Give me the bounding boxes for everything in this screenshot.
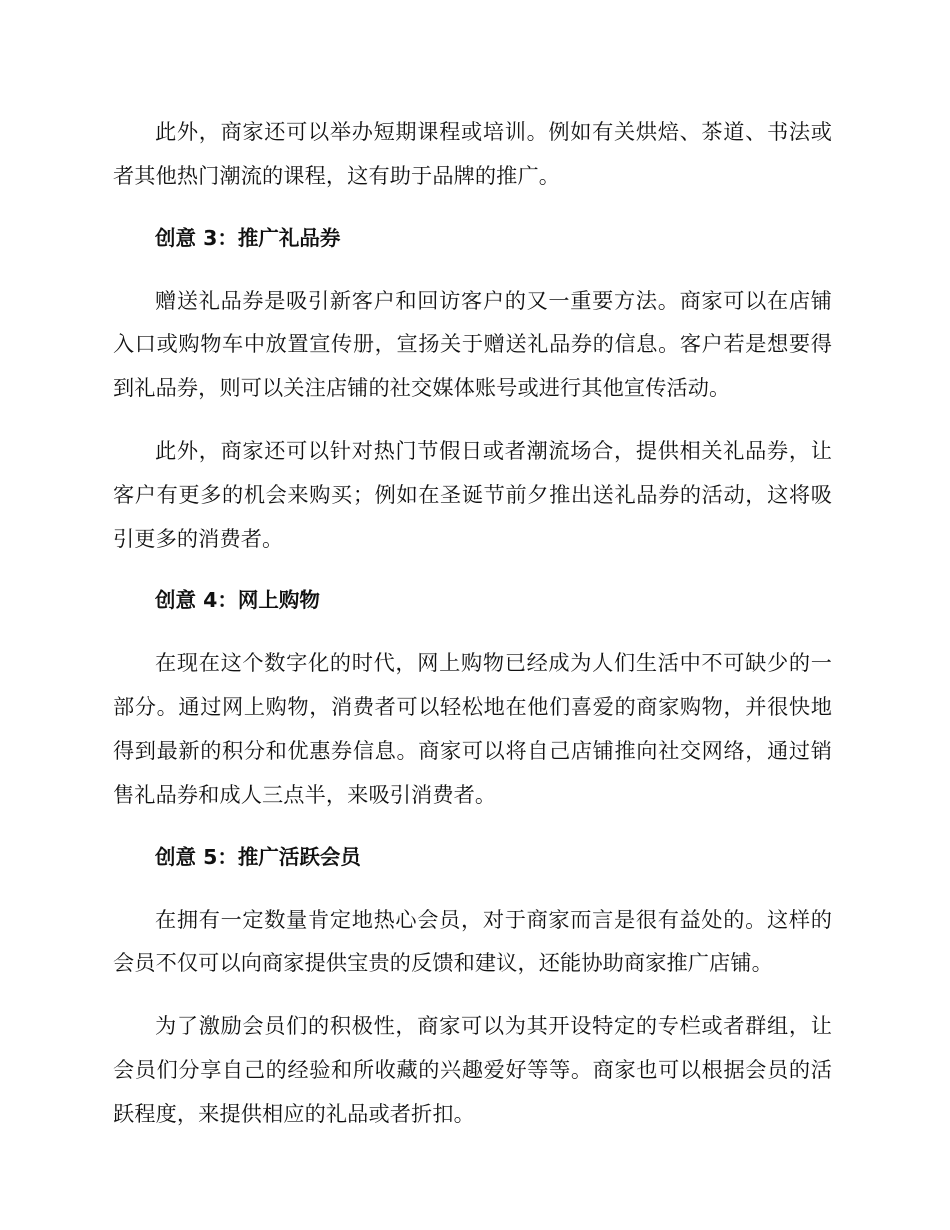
paragraph-member-incentives: 为了激励会员们的积极性，商家可以为其开设特定的专栏或者群组，让会员们分享自己的经验和所收藏的兴趣爱好等等。商家也可以根据会员的活跃程度，来提供相应的礼品或者折扣。 [113,1013,832,1126]
paragraph-active-members: 在拥有一定数量肯定地热心会员，对于商家而言是很有益处的。这样的会员不仅可以向商家提供宝贵的反馈和建议，还能协助商家推广店铺。 [113,906,832,976]
paragraph-holiday-voucher: 此外，商家还可以针对热门节假日或者潮流场合，提供相关礼品券，让客户有更多的机会来购买；例如在圣诞节前夕推出送礼品券的活动，这将吸引更多的消费者。 [113,437,832,551]
paragraph-gift-voucher: 赠送礼品券是吸引新客户和回访客户的又一重要方法。商家可以在店铺入口或购物车中放置宣传册，宣扬关于赠送礼品券的信息。客户若是想要得到礼品券，则可以关注店铺的社交媒体账号或进行其他宣传活动。 [113,287,832,401]
paragraph-courses: 此外，商家还可以举办短期课程或培训。例如有关烘焙、茶道、书法或者其他热门潮流的课程，这有助于品牌的推广。 [113,119,832,188]
heading-idea-5: 创意 5：推广活跃会员 [155,844,361,869]
heading-idea-3: 创意 3：推广礼品券 [155,225,341,250]
paragraph-online-shopping: 在现在这个数字化的时代，网上购物已经成为人们生活中不可缺少的一部分。通过网上购物，消费者可以轻松地在他们喜爱的商家购物，并很快地得到最新的积分和优惠券信息。商家可以将自己店铺推向社交网络，通过销售礼品券和成人三点半，来吸引消费者。 [113,650,832,807]
heading-idea-4: 创意 4：网上购物 [155,588,320,613]
